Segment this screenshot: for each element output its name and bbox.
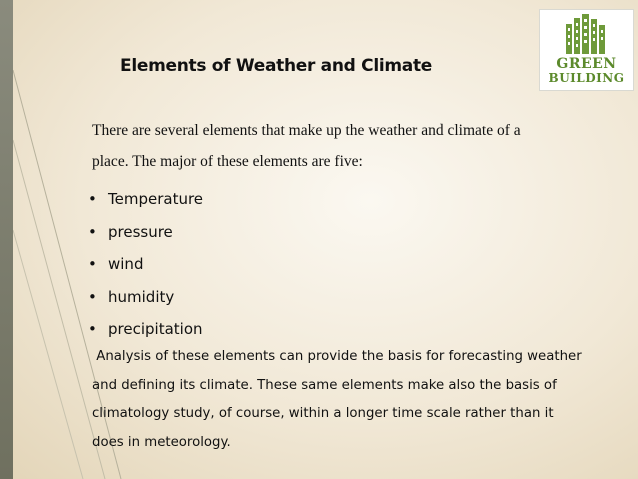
logo-green-text: GREEN [556,56,617,72]
analysis-line: climatology study, of course, within a longer time scale rather than it [92,406,554,421]
analysis-line: does in meteorology. [92,434,231,450]
intro-paragraph [92,115,612,177]
list-item-label: humidity [108,287,175,306]
slide-title: Elements of Weather and Climate [120,56,433,76]
list-item-label: pressure [108,222,173,241]
list-item [88,313,203,346]
green-building-logo [539,9,634,91]
bullet-dot: • [88,287,97,306]
intro-line: place. The major of these elements are five: [92,153,363,170]
element-list [88,183,203,346]
list-item-label: Temperature [108,190,204,209]
analysis-paragraph [92,343,637,457]
intro-line: There are several elements that make up the weather and climate of a [92,122,521,139]
list-item [88,216,203,249]
analysis-line: Analysis of these elements can provide the basis for forecasting weather [92,349,582,364]
list-item [88,248,203,281]
left-accent-bar [0,0,13,479]
list-item-label: wind [108,255,144,274]
list-item [88,281,203,314]
list-item-label: precipitation [108,320,203,339]
bullet-dot: • [88,255,97,274]
list-item [88,183,203,216]
logo-building-text: BUILDING [548,71,625,85]
bullet-dot: • [88,222,97,241]
analysis-line: and defining its climate. These same elements make also the basis of [92,377,557,393]
bullet-dot: • [88,190,97,209]
bullet-dot: • [88,320,97,339]
